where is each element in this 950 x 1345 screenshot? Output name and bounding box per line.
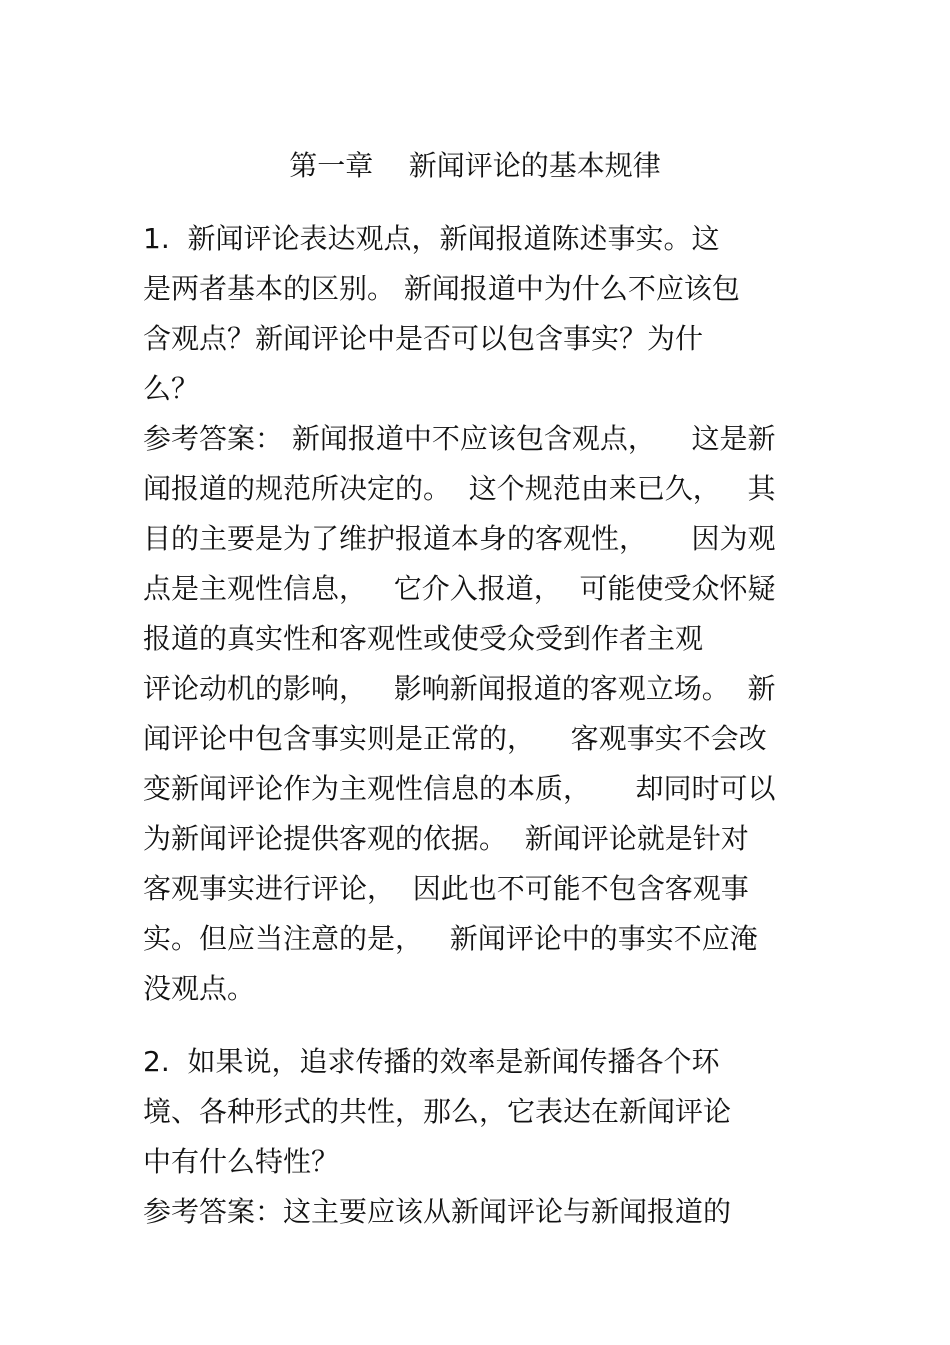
chapter-title: 第一章 新闻评论的基本规律 [289, 149, 661, 182]
q1-question-line: 是两者基本的区别。 新闻报道中为什么不应该包 [143, 272, 740, 305]
q1-question-line: 1. 新闻评论表达观点，新闻报道陈述事实。这 [143, 222, 720, 255]
q1-question-line: 么？ [143, 372, 200, 405]
q2-question-line: 境、各种形式的共性，那么，它表达在新闻评论 [143, 1095, 732, 1128]
q1-answer-line: 闻评论中包含事实则是正常的， 客观事实不会改 [143, 722, 767, 755]
q1-answer-line: 点是主观性信息， 它介入报道， 可能使受众怀疑 [143, 572, 776, 605]
q2-question-line: 中有什么特性？ [143, 1145, 340, 1178]
q1-answer-line: 闻报道的规范所决定的。 这个规范由来已久， 其 [143, 472, 776, 505]
q1-answer-line: 变新闻评论作为主观性信息的本质， 却同时可以 [143, 772, 776, 805]
q2-answer-line: 参考答案：这主要应该从新闻评论与新闻报道的 [143, 1195, 732, 1228]
q2-question-line: 2. 如果说，追求传播的效率是新闻传播各个环 [143, 1045, 720, 1078]
q1-answer-line: 为新闻评论提供客观的依据。 新闻评论就是针对 [143, 822, 749, 855]
q1-answer-line: 报道的真实性和客观性或使受众受到作者主观 [143, 622, 704, 655]
q1-answer-line: 客观事实进行评论， 因此也不可能不包含客观事 [143, 872, 749, 905]
q1-answer-line: 评论动机的影响， 影响新闻报道的客观立场。 新 [143, 672, 776, 705]
q1-answer-line: 参考答案： 新闻报道中不应该包含观点， 这是新 [143, 422, 776, 455]
q1-answer-line: 没观点。 [143, 972, 256, 1005]
q1-question-line: 含观点？新闻评论中是否可以包含事实？为什 [143, 322, 704, 355]
q1-answer-line: 实。但应当注意的是， 新闻评论中的事实不应淹 [143, 922, 758, 955]
q1-answer-line: 目的主要是为了维护报道本身的客观性， 因为观 [143, 522, 776, 555]
